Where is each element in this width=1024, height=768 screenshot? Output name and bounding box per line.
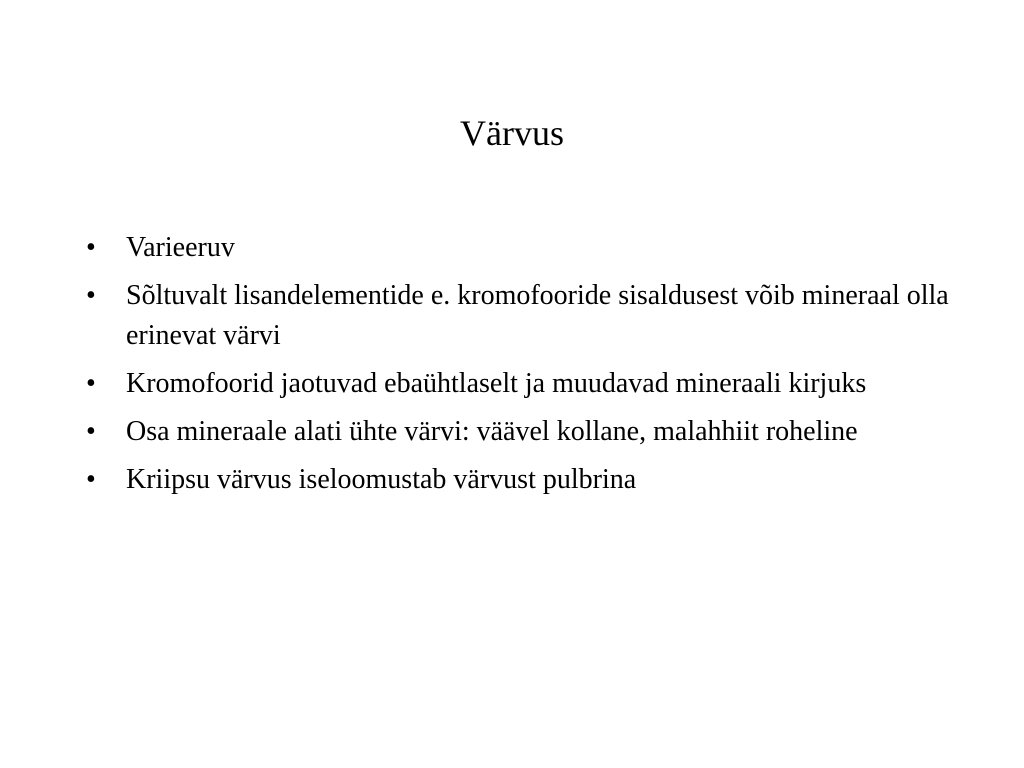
bullet-icon: •: [86, 232, 96, 263]
bullet-list: [86, 228, 956, 508]
bullet-item: [86, 460, 956, 500]
bullet-text: Sõltuvalt lisandelementide e. kromofooride sisaldusest võib mineraal olla erinevat värvi: [126, 280, 949, 351]
slide-title: Värvus: [460, 113, 564, 153]
bullet-text: Kriipsu värvus iseloomustab värvust pulbrina: [126, 464, 637, 495]
bullet-icon: •: [86, 368, 96, 399]
bullet-item: [86, 412, 956, 452]
bullet-text: Kromofoorid jaotuvad ebaühtlaselt ja muudavad mineraali kirjuks: [126, 368, 867, 399]
bullet-text: Varieeruv: [126, 232, 235, 263]
bullet-icon: •: [86, 464, 96, 495]
bullet-text: Osa mineraale alati ühte värvi: väävel kollane, malahhiit roheline: [126, 416, 858, 447]
bullet-icon: •: [86, 416, 96, 447]
bullet-icon: •: [86, 280, 96, 311]
bullet-item: [86, 276, 956, 356]
bullet-item: [86, 228, 956, 268]
bullet-item: [86, 364, 956, 404]
